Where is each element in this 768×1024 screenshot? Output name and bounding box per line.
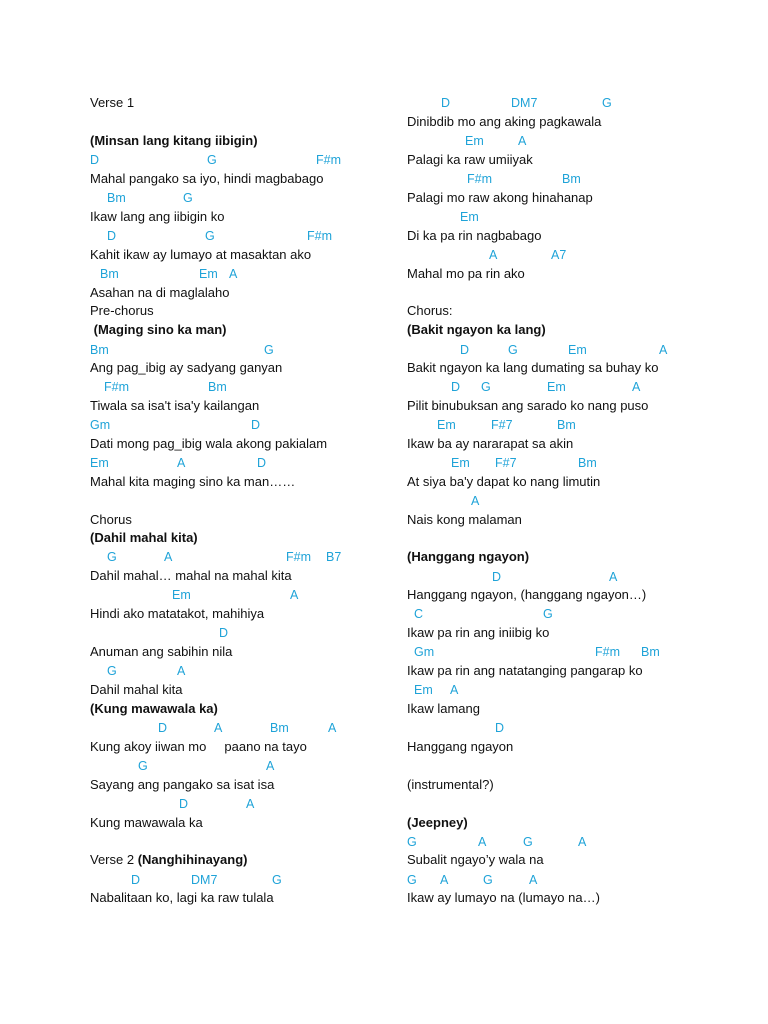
chord: Bm (562, 172, 581, 186)
chord: G (205, 229, 215, 243)
lyric-line: Ikaw ba ay nararapat sa akin (407, 436, 574, 451)
song-title-heading: (Maging sino ka man) (90, 322, 227, 337)
chord: Bm (100, 267, 119, 281)
section-heading-verse-2 (90, 852, 247, 868)
chord: A (450, 683, 459, 697)
song-title-heading: (Minsan lang kitang iibigin) (90, 133, 258, 148)
lyric-line: Mahal kita maging sino ka man…… (90, 474, 296, 489)
chord: F#m (316, 153, 341, 167)
chord: C (414, 607, 424, 621)
chord: A (440, 873, 449, 887)
chord: A (632, 380, 641, 394)
chord: A (659, 343, 668, 357)
lyric-line: Palagi ka raw umiiyak (407, 152, 533, 167)
chord: G (138, 759, 148, 773)
chord: B7 (326, 550, 342, 564)
chord: D (441, 96, 451, 110)
lyric-line: Ikaw lamang (407, 701, 480, 716)
lyric-line: Hindi ako matatakot, mahihiya (90, 606, 265, 621)
chord: Em (568, 343, 587, 357)
lyric-line: Kung mawawala ka (90, 815, 203, 830)
lyric-line: Dahil mahal kita (90, 682, 183, 697)
chord: G (481, 380, 491, 394)
chord: Em (437, 418, 456, 432)
chord: A (489, 248, 498, 262)
chord: G (407, 873, 417, 887)
chord: D (131, 873, 141, 887)
chord: G (107, 664, 117, 678)
chord: Gm (90, 418, 111, 432)
chord: G (602, 96, 612, 110)
lyric-line: Mahal pangako sa iyo, hindi magbabago (90, 171, 324, 186)
lyric-line: Mahal mo pa rin ako (407, 266, 525, 281)
chord: Bm (641, 645, 660, 659)
chord: DM7 (511, 96, 538, 110)
chord: A (529, 873, 538, 887)
lyric-line: Hanggang ngayon (407, 739, 514, 754)
chord: F#7 (495, 456, 517, 470)
chord: Em (547, 380, 566, 394)
lyric-line: Anuman ang sabihin nila (90, 644, 233, 659)
lyric-line: Ikaw ay lumayo na (lumayo na…) (407, 890, 600, 905)
lyric-line: Nabalitaan ko, lagi ka raw tulala (90, 890, 274, 905)
chord: A (609, 570, 618, 584)
lyric-line: Tiwala sa isa't isa'y kailangan (90, 398, 260, 413)
chord: A (214, 721, 223, 735)
chord: Em (460, 210, 479, 224)
chord: Em (172, 588, 191, 602)
lyric-line: Subalit ngayo’y wala na (407, 852, 544, 867)
chord: G (508, 343, 518, 357)
chord: F#m (467, 172, 492, 186)
chord: D (460, 343, 470, 357)
chord: F#m (307, 229, 332, 243)
chord: A (177, 456, 186, 470)
lyric-line: Ikaw pa rin ang natatanging pangarap ko (407, 663, 643, 678)
chord: G (183, 191, 193, 205)
chord: D (219, 626, 229, 640)
chord: A (246, 797, 255, 811)
lyric-line: Dinibdib mo ang aking pagkawala (407, 114, 602, 129)
chord: G (264, 343, 274, 357)
lyric-line: Dati mong pag_ibig wala akong pakialam (90, 436, 328, 451)
chord: G (272, 873, 282, 887)
chord: A (164, 550, 173, 564)
chord: D (492, 570, 502, 584)
verse-2-label: Verse 2 (90, 852, 138, 867)
chord: Bm (578, 456, 597, 470)
chord: Bm (90, 343, 109, 357)
chord: F#7 (491, 418, 513, 432)
chord: D (257, 456, 267, 470)
chord: A (229, 267, 238, 281)
chord: Bm (557, 418, 576, 432)
chord: G (483, 873, 493, 887)
chord: D (90, 153, 100, 167)
lyric-line: Sayang ang pangako sa isat isa (90, 777, 275, 792)
chord: Em (465, 134, 484, 148)
chord: D (495, 721, 505, 735)
chord: Em (199, 267, 218, 281)
lyric-line: Pilit binubuksan ang sarado ko nang puso (407, 398, 649, 413)
chord: Gm (414, 645, 435, 659)
lyric-line: Ang pag_ibig ay sadyang ganyan (90, 360, 283, 375)
chord: A (478, 835, 487, 849)
chord: DM7 (191, 873, 218, 887)
chord: G (543, 607, 553, 621)
song-title-heading: (Dahil mahal kita) (90, 530, 198, 545)
song-title-heading: (Bakit ngayon ka lang) (407, 322, 546, 337)
lyric-line: Ikaw lang ang iibigin ko (90, 209, 225, 224)
chord: G (407, 835, 417, 849)
lyric-line: Nais kong malaman (407, 512, 522, 527)
chord: Em (451, 456, 470, 470)
lyric-line: Di ka pa rin nagbabago (407, 228, 542, 243)
chord: A (518, 134, 527, 148)
chord: A (290, 588, 299, 602)
section-heading-verse-1: Verse 1 (90, 95, 135, 110)
chord: A (578, 835, 587, 849)
lyric-line: Ikaw pa rin ang iniibig ko (407, 625, 550, 640)
song-title-heading: (Nanghihinayang) (137, 852, 248, 867)
chord: D (107, 229, 117, 243)
song-title-heading: (Kung mawawala ka) (90, 701, 218, 716)
chord: G (107, 550, 117, 564)
song-title-heading: (Jeepney) (407, 815, 468, 830)
section-heading-chorus: Chorus (90, 512, 132, 527)
song-title-heading: (Hanggang ngayon) (407, 549, 530, 564)
instrumental-note: (instrumental?) (407, 777, 494, 792)
lyric-line: Palagi mo raw akong hinahanap (407, 190, 593, 205)
chord: D (251, 418, 261, 432)
chord: G (207, 153, 217, 167)
chord: D (451, 380, 461, 394)
lyric-line: Kahit ikaw ay lumayo at masaktan ako (90, 247, 312, 262)
chord: Bm (107, 191, 126, 205)
chord: Bm (208, 380, 227, 394)
lyric-line: Kung akoy iiwan mo paano na tayo (90, 739, 307, 754)
chord: F#m (595, 645, 620, 659)
chord: A (266, 759, 275, 773)
chord: Em (414, 683, 433, 697)
chord: D (158, 721, 168, 735)
chord: A7 (551, 248, 567, 262)
lyric-line: Hanggang ngayon, (hanggang ngayon…) (407, 587, 647, 602)
section-heading-pre-chorus: Pre-chorus (90, 303, 154, 318)
lyric-line: Asahan na di maglalaho (90, 285, 230, 300)
chord: A (471, 494, 480, 508)
chord: F#m (286, 550, 311, 564)
chord: A (328, 721, 337, 735)
lyric-line: Dahil mahal… mahal na mahal kita (90, 568, 292, 583)
chord: D (179, 797, 189, 811)
chord: G (523, 835, 533, 849)
chord: F#m (104, 380, 129, 394)
lyric-line: Bakit ngayon ka lang dumating sa buhay ko (407, 360, 659, 375)
chord: Bm (270, 721, 289, 735)
section-heading-chorus: Chorus: (407, 303, 453, 318)
chord: Em (90, 456, 109, 470)
lyric-line: At siya ba'y dapat ko nang limutin (407, 474, 601, 489)
chord: A (177, 664, 186, 678)
